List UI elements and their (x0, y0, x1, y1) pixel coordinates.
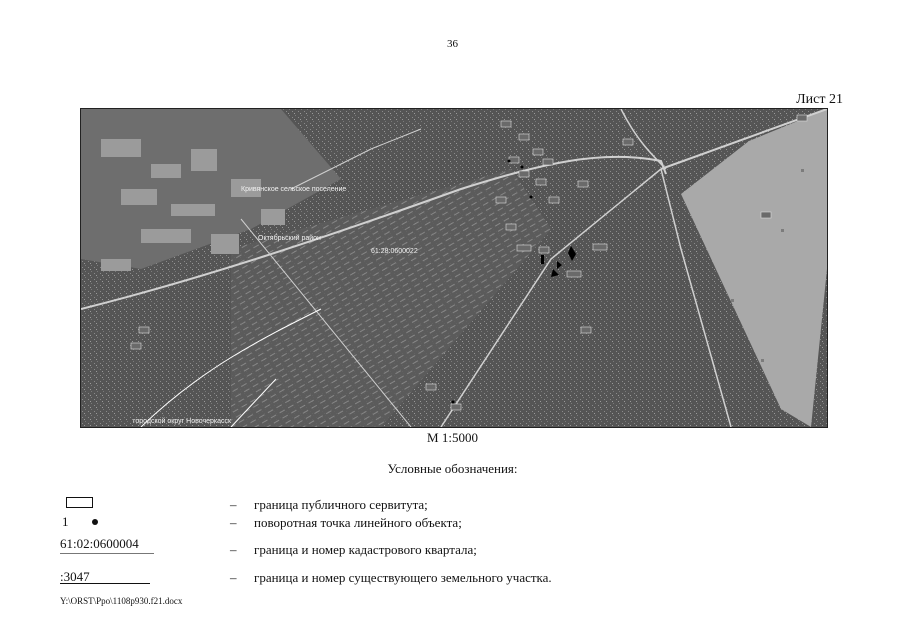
point-icon (92, 519, 98, 525)
quarter-boundary-line-icon (60, 553, 154, 554)
legend-symbol (60, 568, 220, 588)
legend-text: граница и номер существующего земельного участка. (254, 570, 552, 585)
map-frame[interactable] (80, 108, 828, 428)
legend-symbol (60, 513, 220, 533)
map-image (81, 109, 827, 427)
map-label-quarter: 61:28:0600022 (371, 248, 418, 255)
legend-quarter-code: 61:02:0600004 (60, 536, 139, 551)
page-number: 36 (447, 38, 458, 50)
sheet-label: Лист 21 (796, 92, 843, 107)
legend-symbol (60, 536, 220, 556)
legend-text: поворотная точка линейного объекта; (254, 515, 462, 530)
legend-dash: – (230, 542, 237, 557)
legend-text: граница публичного сервитута; (254, 497, 428, 512)
legend-title: Условные обозначения: (387, 461, 518, 476)
legend-item-turning-point (60, 513, 840, 533)
legend-item-land-parcel (60, 568, 840, 588)
parcel-boundary-line-icon (60, 583, 150, 584)
legend-dash: – (230, 497, 237, 512)
legend-parcel-code: :3047 (60, 569, 90, 584)
map-label-settlement: Кривянское сельское поселение (241, 186, 347, 193)
map-label-district: Октябрьский район (258, 235, 321, 242)
legend-dash: – (230, 515, 237, 530)
rectangle-icon (66, 497, 93, 508)
legend-text: граница и номер кадастрового квартала; (254, 542, 477, 557)
legend-point-number: 1 (62, 514, 69, 529)
file-path: Y:\ORST\Ppo\1108p930.f21.docx (60, 596, 183, 606)
legend-item-cadastral-quarter (60, 536, 840, 556)
map-scale: М 1:5000 (427, 430, 478, 445)
legend-item-servitude-boundary (60, 495, 840, 515)
legend-dash: – (230, 570, 237, 585)
legend-symbol (60, 495, 220, 515)
map-label-city-district: городской округ Новочеркасск (133, 418, 232, 425)
